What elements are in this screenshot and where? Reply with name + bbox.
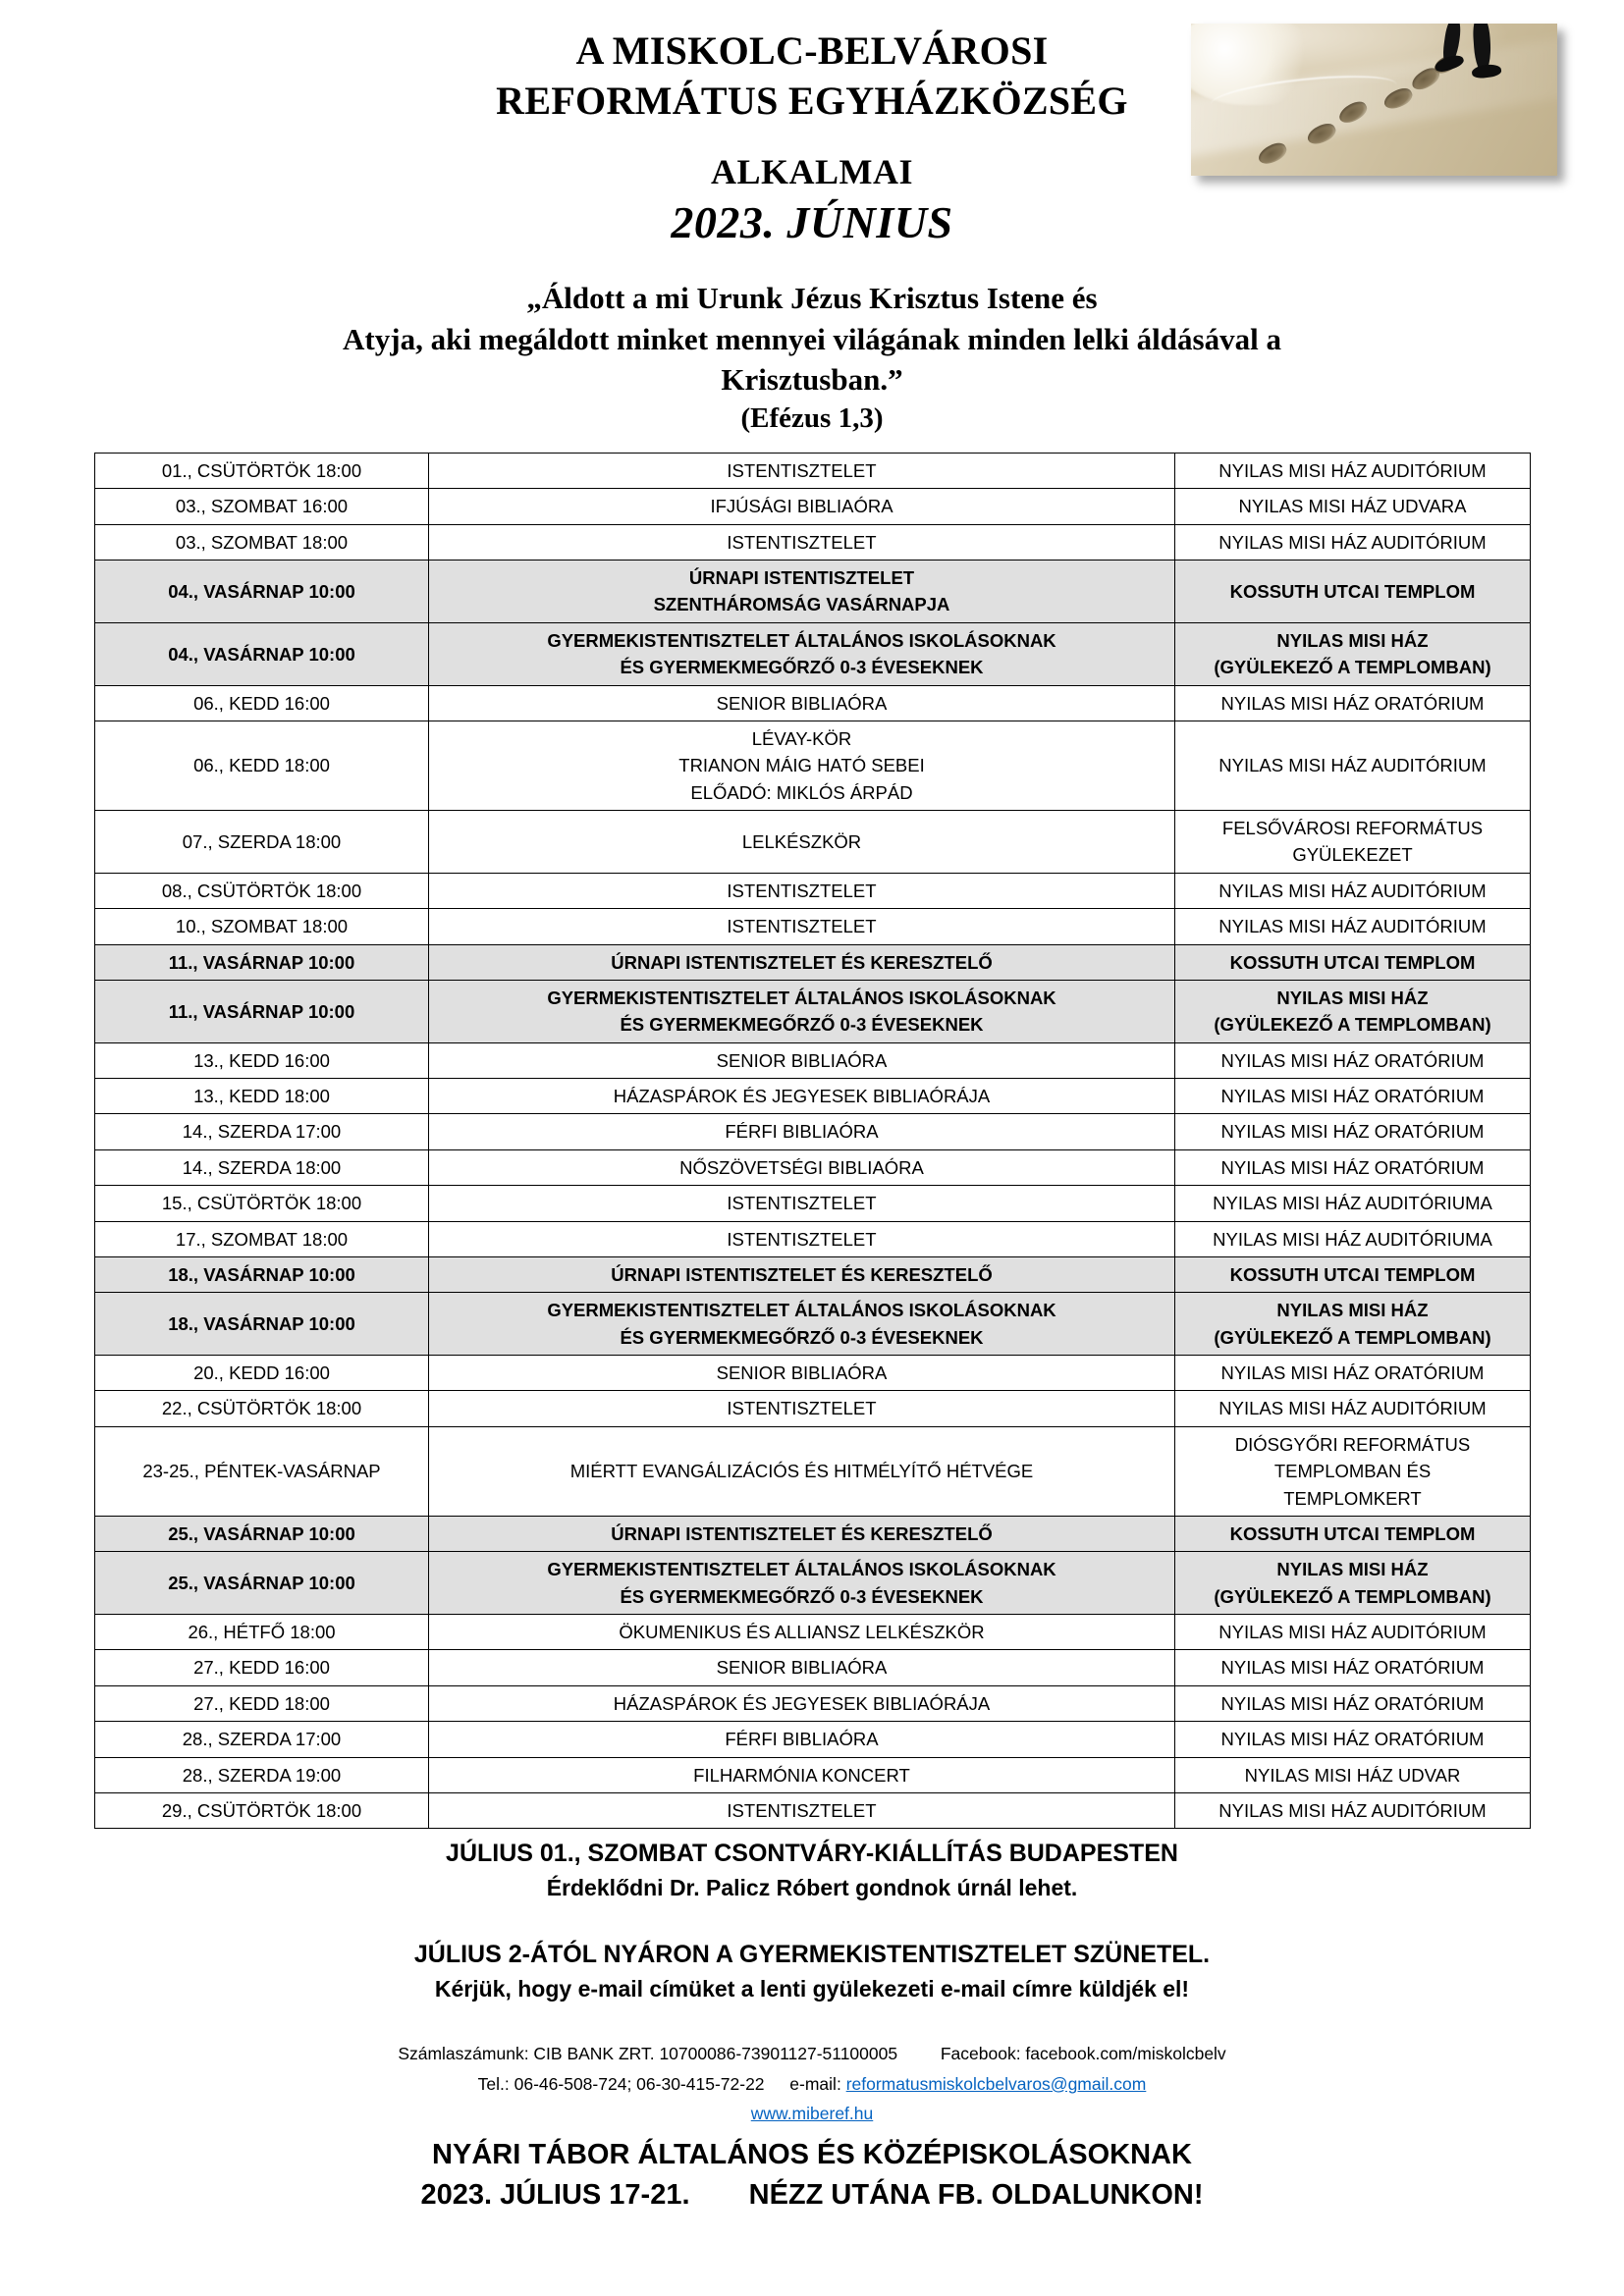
table-row bbox=[95, 622, 1531, 685]
schedule-cell-event: ÚRNAPI ISTENTISZTELET SZENTHÁROMSÁG VASÁRNAPJA bbox=[429, 561, 1175, 623]
trip-announcement-title: JÚLIUS 01., SZOMBAT CSONTVÁRY-KIÁLLÍTÁS BUDAPESTEN bbox=[446, 1840, 1178, 1868]
table-row bbox=[95, 1516, 1531, 1551]
camp-title: NYÁRI TÁBOR ÁLTALÁNOS ÉS KÖZÉPISKOLÁSOKNAK bbox=[432, 2138, 1192, 2170]
schedule-cell-date: 03., SZOMBAT 16:00 bbox=[95, 489, 429, 524]
schedule-cell-place: NYILAS MISI HÁZ (GYÜLEKEZŐ A TEMPLOMBAN) bbox=[1175, 1552, 1531, 1615]
schedule-cell-event: SENIOR BIBLIAÓRA bbox=[429, 685, 1175, 721]
table-row bbox=[95, 1042, 1531, 1078]
organization-title bbox=[297, 26, 1327, 126]
schedule-cell-place: NYILAS MISI HÁZ ORATÓRIUM bbox=[1175, 1114, 1531, 1149]
schedule-cell-date: 17., SZOMBAT 18:00 bbox=[95, 1221, 429, 1256]
schedule-cell-date: 13., KEDD 16:00 bbox=[95, 1042, 429, 1078]
table-row bbox=[95, 944, 1531, 980]
table-row bbox=[95, 524, 1531, 560]
schedule-cell-event: NŐSZÖVETSÉGI BIBLIAÓRA bbox=[429, 1149, 1175, 1185]
schedule-cell-place: NYILAS MISI HÁZ AUDITÓRIUM bbox=[1175, 721, 1531, 810]
schedule-cell-event: SENIOR BIBLIAÓRA bbox=[429, 1650, 1175, 1685]
schedule-cell-event: SENIOR BIBLIAÓRA bbox=[429, 1042, 1175, 1078]
organization-title-line2: REFORMÁTUS EGYHÁZKÖZSÉG bbox=[496, 79, 1128, 124]
schedule-cell-place: DIÓSGYŐRI REFORMÁTUS TEMPLOMBAN ÉS TEMPLOMKERT bbox=[1175, 1426, 1531, 1516]
schedule-cell-date: 06., KEDD 16:00 bbox=[95, 685, 429, 721]
schedule-cell-date: 04., VASÁRNAP 10:00 bbox=[95, 622, 429, 685]
schedule-cell-event: FILHARMÓNIA KONCERT bbox=[429, 1757, 1175, 1792]
table-row bbox=[95, 1685, 1531, 1721]
table-row bbox=[95, 1615, 1531, 1650]
spacer bbox=[0, 2005, 1624, 2039]
schedule-cell-place: NYILAS MISI HÁZ (GYÜLEKEZŐ A TEMPLOMBAN) bbox=[1175, 1293, 1531, 1356]
schedule-cell-place: KOSSUTH UTCAI TEMPLOM bbox=[1175, 944, 1531, 980]
schedule-cell-date: 25., VASÁRNAP 10:00 bbox=[95, 1516, 429, 1551]
table-row bbox=[95, 1552, 1531, 1615]
contact-line-website bbox=[94, 2099, 1530, 2129]
schedule-cell-date: 06., KEDD 18:00 bbox=[95, 721, 429, 810]
organization-title-line1: A MISKOLC-BELVÁROSI bbox=[575, 28, 1049, 73]
schedule-cell-place: FELSŐVÁROSI REFORMÁTUS GYÜLEKEZET bbox=[1175, 811, 1531, 874]
table-row bbox=[95, 1221, 1531, 1256]
camp-date: 2023. JÚLIUS 17-21. bbox=[420, 2179, 690, 2212]
schedule-cell-place: KOSSUTH UTCAI TEMPLOM bbox=[1175, 561, 1531, 623]
bible-verse-line3: Krisztusban.” bbox=[721, 362, 903, 398]
schedule-cell-event: ÚRNAPI ISTENTISZTELET ÉS KERESZTELŐ bbox=[429, 1516, 1175, 1551]
email-label: e-mail: bbox=[789, 2073, 841, 2094]
schedule-cell-date: 13., KEDD 18:00 bbox=[95, 1079, 429, 1114]
schedule-cell-event: IFJÚSÁGI BIBLIAÓRA bbox=[429, 489, 1175, 524]
schedule-cell-date: 11., VASÁRNAP 10:00 bbox=[95, 980, 429, 1042]
contact-line-phone-email bbox=[94, 2069, 1530, 2100]
schedule-table-wrapper bbox=[94, 453, 1530, 1829]
table-row bbox=[95, 489, 1531, 524]
schedule-cell-date: 29., CSÜTÖRTÖK 18:00 bbox=[95, 1792, 429, 1828]
table-row bbox=[95, 1650, 1531, 1685]
schedule-cell-date: 03., SZOMBAT 18:00 bbox=[95, 524, 429, 560]
schedule-cell-event: FÉRFI BIBLIAÓRA bbox=[429, 1722, 1175, 1757]
schedule-cell-place: NYILAS MISI HÁZ (GYÜLEKEZŐ A TEMPLOMBAN) bbox=[1175, 622, 1531, 685]
schedule-cell-event: FÉRFI BIBLIAÓRA bbox=[429, 1114, 1175, 1149]
table-row bbox=[95, 1079, 1531, 1114]
table-row bbox=[95, 721, 1531, 810]
contact-block bbox=[94, 2039, 1530, 2129]
schedule-cell-place: NYILAS MISI HÁZ AUDITÓRIUM bbox=[1175, 1615, 1531, 1650]
schedule-cell-event: ISTENTISZTELET bbox=[429, 1221, 1175, 1256]
schedule-cell-event: ÚRNAPI ISTENTISZTELET ÉS KERESZTELŐ bbox=[429, 1256, 1175, 1292]
schedule-cell-date: 18., VASÁRNAP 10:00 bbox=[95, 1293, 429, 1356]
table-row bbox=[95, 1186, 1531, 1221]
table-row bbox=[95, 1722, 1531, 1757]
schedule-cell-date: 08., CSÜTÖRTÖK 18:00 bbox=[95, 873, 429, 908]
schedule-cell-place: NYILAS MISI HÁZ AUDITÓRIUM bbox=[1175, 1792, 1531, 1828]
schedule-cell-place: KOSSUTH UTCAI TEMPLOM bbox=[1175, 1256, 1531, 1292]
schedule-cell-date: 15., CSÜTÖRTÖK 18:00 bbox=[95, 1186, 429, 1221]
schedule-cell-event: GYERMEKISTENTISZTELET ÁLTALÁNOS ISKOLÁSOKNAK ÉS GYERMEKMEGŐRZŐ 0-3 ÉVESEKNEK bbox=[429, 980, 1175, 1042]
schedule-cell-place: NYILAS MISI HÁZ ORATÓRIUM bbox=[1175, 1042, 1531, 1078]
schedule-cell-event: ISTENTISZTELET bbox=[429, 909, 1175, 944]
schedule-cell-date: 20., KEDD 16:00 bbox=[95, 1356, 429, 1391]
table-row bbox=[95, 453, 1531, 488]
table-row bbox=[95, 1391, 1531, 1426]
schedule-cell-place: NYILAS MISI HÁZ AUDITÓRIUM bbox=[1175, 524, 1531, 560]
schedule-cell-place: NYILAS MISI HÁZ ORATÓRIUM bbox=[1175, 1079, 1531, 1114]
trip-announcement-subtitle: Érdeklődni Dr. Palicz Róbert gondnok úrnál lehet. bbox=[546, 1874, 1078, 1900]
schedule-cell-place: NYILAS MISI HÁZ ORATÓRIUM bbox=[1175, 685, 1531, 721]
bible-verse-reference: (Efézus 1,3) bbox=[740, 401, 884, 434]
month-title: 2023. JÚNIUS bbox=[671, 197, 953, 248]
table-row bbox=[95, 1792, 1531, 1828]
table-row bbox=[95, 909, 1531, 944]
camp-cta: NÉZZ UTÁNA FB. OLDALUNKON! bbox=[748, 2179, 1204, 2212]
table-row bbox=[95, 1426, 1531, 1516]
schedule-cell-place: NYILAS MISI HÁZ AUDITÓRIUM bbox=[1175, 453, 1531, 488]
schedule-cell-date: 23-25., PÉNTEK-VASÁRNAP bbox=[95, 1426, 429, 1516]
table-row bbox=[95, 811, 1531, 874]
summer-pause-title: JÚLIUS 2-ÁTÓL NYÁRON A GYERMEKISTENTISZTELET SZÜNETEL. bbox=[413, 1941, 1211, 1969]
schedule-cell-date: 07., SZERDA 18:00 bbox=[95, 811, 429, 874]
schedule-cell-date: 26., HÉTFŐ 18:00 bbox=[95, 1615, 429, 1650]
schedule-cell-event: ISTENTISZTELET bbox=[429, 524, 1175, 560]
schedule-cell-event: GYERMEKISTENTISZTELET ÁLTALÁNOS ISKOLÁSOKNAK ÉS GYERMEKMEGŐRZŐ 0-3 ÉVESEKNEK bbox=[429, 1552, 1175, 1615]
schedule-cell-event: HÁZASPÁROK ÉS JEGYESEK BIBLIAÓRÁJA bbox=[429, 1685, 1175, 1721]
schedule-cell-event: ISTENTISZTELET bbox=[429, 1186, 1175, 1221]
schedule-cell-place: NYILAS MISI HÁZ UDVARA bbox=[1175, 489, 1531, 524]
announcements bbox=[94, 1837, 1530, 2005]
bible-verse-line2: Atyja, aki megáldott minket mennyei világának minden lelki áldásával a bbox=[343, 321, 1281, 356]
schedule-cell-event: ISTENTISZTELET bbox=[429, 453, 1175, 488]
table-row bbox=[95, 1256, 1531, 1292]
schedule-cell-place: NYILAS MISI HÁZ AUDITÓRIUM bbox=[1175, 873, 1531, 908]
email-link[interactable]: reformatusmiskolcbelvaros@gmail.com bbox=[845, 2073, 1147, 2094]
schedule-cell-place: KOSSUTH UTCAI TEMPLOM bbox=[1175, 1516, 1531, 1551]
schedule-cell-date: 25., VASÁRNAP 10:00 bbox=[95, 1552, 429, 1615]
schedule-cell-date: 01., CSÜTÖRTÖK 18:00 bbox=[95, 453, 429, 488]
schedule-cell-event: GYERMEKISTENTISZTELET ÁLTALÁNOS ISKOLÁSOKNAK ÉS GYERMEKMEGŐRZŐ 0-3 ÉVESEKNEK bbox=[429, 1293, 1175, 1356]
schedule-cell-event: LÉVAY-KÖR TRIANON MÁIG HATÓ SEBEI ELŐADÓ: MIKLÓS ÁRPÁD bbox=[429, 721, 1175, 810]
website-link[interactable]: www.miberef.hu bbox=[750, 2104, 874, 2124]
schedule-cell-event: ISTENTISZTELET bbox=[429, 1391, 1175, 1426]
table-row bbox=[95, 685, 1531, 721]
schedule-cell-place: NYILAS MISI HÁZ ORATÓRIUM bbox=[1175, 1149, 1531, 1185]
phone-numbers: Tel.: 06-46-508-724; 06-30-415-72-22 bbox=[477, 2073, 765, 2094]
schedule-cell-place: NYILAS MISI HÁZ AUDITÓRIUM bbox=[1175, 1391, 1531, 1426]
schedule-cell-event: ISTENTISZTELET bbox=[429, 873, 1175, 908]
schedule-cell-date: 27., KEDD 16:00 bbox=[95, 1650, 429, 1685]
schedule-cell-event: ISTENTISZTELET bbox=[429, 1792, 1175, 1828]
schedule-cell-date: 22., CSÜTÖRTÖK 18:00 bbox=[95, 1391, 429, 1426]
schedule-cell-place: NYILAS MISI HÁZ ORATÓRIUM bbox=[1175, 1722, 1531, 1757]
camp-date-cta bbox=[94, 2175, 1530, 2216]
summer-pause-subtitle: Kérjük, hogy e-mail címüket a lenti gyülekezeti e-mail címre küldjék el! bbox=[434, 1975, 1190, 2002]
table-row bbox=[95, 1149, 1531, 1185]
contact-line-bank bbox=[94, 2039, 1530, 2069]
document-header bbox=[0, 0, 1624, 248]
schedule-cell-date: 14., SZERDA 17:00 bbox=[95, 1114, 429, 1149]
schedule-cell-place: NYILAS MISI HÁZ AUDITÓRIUM bbox=[1175, 909, 1531, 944]
schedule-cell-place: NYILAS MISI HÁZ ORATÓRIUM bbox=[1175, 1685, 1531, 1721]
schedule-cell-place: NYILAS MISI HÁZ ORATÓRIUM bbox=[1175, 1356, 1531, 1391]
schedule-cell-place: NYILAS MISI HÁZ ORATÓRIUM bbox=[1175, 1650, 1531, 1685]
schedule-cell-event: ÖKUMENIKUS ÉS ALLIANSZ LELKÉSZKÖR bbox=[429, 1615, 1175, 1650]
schedule-cell-place: NYILAS MISI HÁZ UDVAR bbox=[1175, 1757, 1531, 1792]
table-row bbox=[95, 1757, 1531, 1792]
schedule-cell-event: MIÉRTT EVANGÁLIZÁCIÓS ÉS HITMÉLYÍTŐ HÉTVÉGE bbox=[429, 1426, 1175, 1516]
bible-verse bbox=[292, 278, 1332, 400]
schedule-cell-event: SENIOR BIBLIAÓRA bbox=[429, 1356, 1175, 1391]
table-row bbox=[95, 980, 1531, 1042]
schedule-cell-date: 14., SZERDA 18:00 bbox=[95, 1149, 429, 1185]
schedule-cell-date: 28., SZERDA 19:00 bbox=[95, 1757, 429, 1792]
schedule-cell-place: NYILAS MISI HÁZ AUDITÓRIUMA bbox=[1175, 1221, 1531, 1256]
schedule-cell-date: 04., VASÁRNAP 10:00 bbox=[95, 561, 429, 623]
schedule-cell-date: 28., SZERDA 17:00 bbox=[95, 1722, 429, 1757]
schedule-table-body bbox=[95, 453, 1531, 1828]
table-row bbox=[95, 1293, 1531, 1356]
schedule-cell-place: NYILAS MISI HÁZ (GYÜLEKEZŐ A TEMPLOMBAN) bbox=[1175, 980, 1531, 1042]
facebook-handle[interactable]: Facebook: facebook.com/miskolcbelv bbox=[940, 2044, 1226, 2064]
schedule-table bbox=[94, 453, 1531, 1829]
schedule-cell-date: 11., VASÁRNAP 10:00 bbox=[95, 944, 429, 980]
schedule-cell-date: 27., KEDD 18:00 bbox=[95, 1685, 429, 1721]
schedule-cell-event: LELKÉSZKÖR bbox=[429, 811, 1175, 874]
bible-verse-line1: „Áldott a mi Urunk Jézus Krisztus Istene és bbox=[526, 281, 1098, 316]
schedule-cell-event: GYERMEKISTENTISZTELET ÁLTALÁNOS ISKOLÁSOKNAK ÉS GYERMEKMEGŐRZŐ 0-3 ÉVESEKNEK bbox=[429, 622, 1175, 685]
schedule-cell-date: 10., SZOMBAT 18:00 bbox=[95, 909, 429, 944]
schedule-cell-date: 18., VASÁRNAP 10:00 bbox=[95, 1256, 429, 1292]
schedule-cell-event: HÁZASPÁROK ÉS JEGYESEK BIBLIAÓRÁJA bbox=[429, 1079, 1175, 1114]
table-row bbox=[95, 1356, 1531, 1391]
bank-account: Számlaszámunk: CIB BANK ZRT. 10700086-73901127-51100005 bbox=[398, 2044, 898, 2064]
spacer bbox=[94, 1904, 1530, 1938]
table-row bbox=[95, 1114, 1531, 1149]
events-word: ALKALMAI bbox=[710, 152, 913, 192]
table-row bbox=[95, 873, 1531, 908]
schedule-cell-place: NYILAS MISI HÁZ AUDITÓRIUMA bbox=[1175, 1186, 1531, 1221]
table-row bbox=[95, 561, 1531, 623]
summer-camp-block bbox=[94, 2135, 1530, 2216]
schedule-cell-event: ÚRNAPI ISTENTISZTELET ÉS KERESZTELŐ bbox=[429, 944, 1175, 980]
